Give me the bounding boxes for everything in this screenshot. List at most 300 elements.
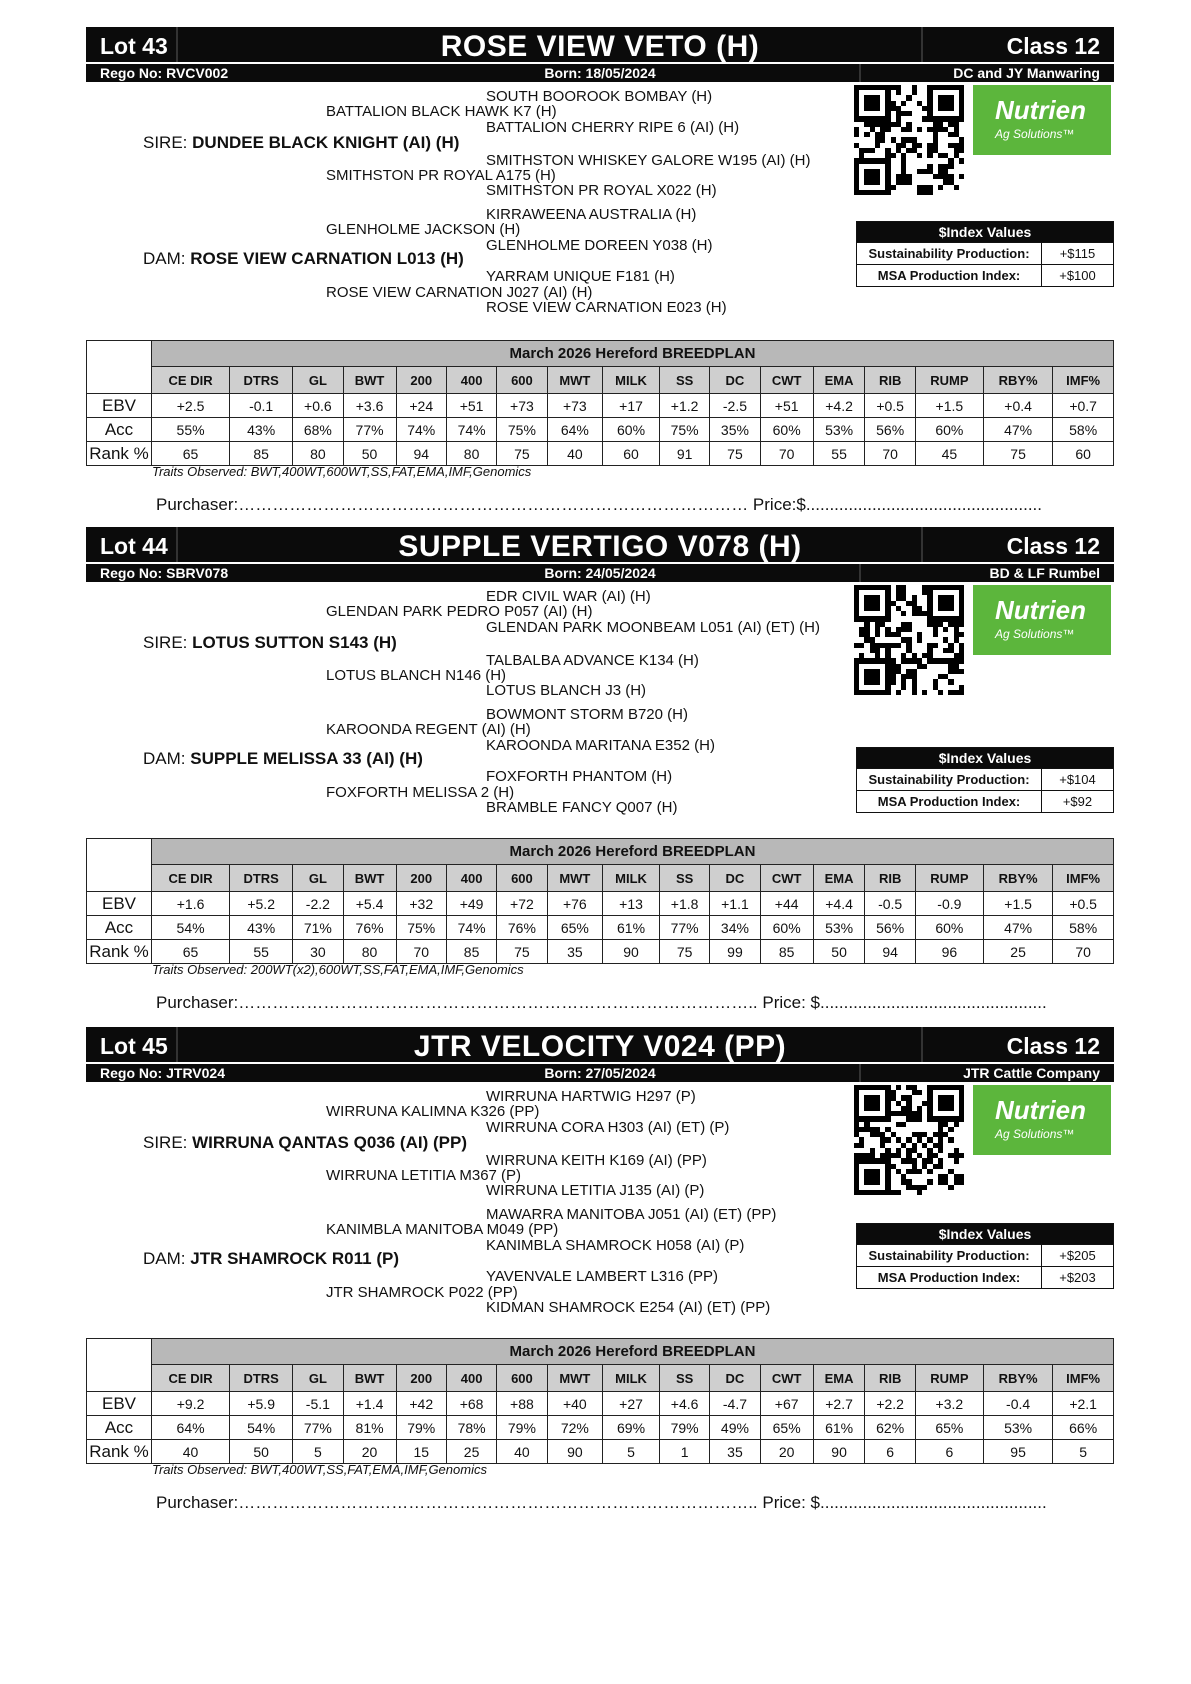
pedigree-s: GLENDAN PARK PEDRO P057 (AI) (H)	[326, 603, 593, 620]
rank-cell: 70	[396, 940, 446, 964]
trait-header: CWT	[760, 865, 813, 892]
row-label-rank: Rank %	[87, 940, 152, 964]
breeder-name: JTR Cattle Company	[963, 1065, 1100, 1081]
acc-cell: 74%	[446, 916, 496, 940]
rank-cell: 50	[343, 442, 396, 466]
sustainability-value: +$104	[1059, 772, 1096, 787]
acc-cell: 78%	[446, 1416, 496, 1440]
ebv-cell: +0.4	[983, 394, 1052, 418]
rank-cell: 80	[343, 940, 396, 964]
pedigree-s: WIRRUNA KALIMNA K326 (PP)	[326, 1103, 540, 1120]
ebv-cell: +2.2	[865, 1392, 915, 1416]
acc-cell: 47%	[983, 418, 1052, 442]
acc-cell: 74%	[446, 418, 496, 442]
lot-entry	[86, 1027, 1114, 1517]
sire-label: SIRE:	[143, 633, 188, 652]
ebv-cell: +42	[396, 1392, 446, 1416]
msa-value: +$100	[1059, 268, 1096, 283]
dam-label: DAM:	[143, 749, 186, 768]
trait-header: 400	[446, 1365, 496, 1392]
ebv-cell: +51	[760, 394, 813, 418]
pedigree-ddd: BRAMBLE FANCY Q007 (H)	[486, 799, 678, 816]
pedigree-dd: LOTUS BLANCH J3 (H)	[486, 682, 647, 699]
pedigree-dds: FOXFORTH PHANTOM (H)	[486, 768, 673, 785]
rank-cell: 45	[915, 442, 983, 466]
acc-cell: 76%	[497, 916, 547, 940]
pedigree-ds: WIRRUNA KEITH K169 (AI) (PP)	[486, 1152, 707, 1169]
breedplan-title: March 2026 Hereford BREEDPLAN	[152, 341, 1114, 367]
ebv-cell: +40	[547, 1392, 603, 1416]
ebv-cell: +2.7	[813, 1392, 865, 1416]
msa-label: MSA Production Index:	[857, 265, 1042, 286]
ebv-cell: +49	[446, 892, 496, 916]
acc-cell: 79%	[659, 1416, 709, 1440]
breedplan-title: March 2026 Hereford BREEDPLAN	[152, 1339, 1114, 1365]
rank-cell: 1	[659, 1440, 709, 1464]
ebv-cell: +51	[446, 394, 496, 418]
rank-cell: 35	[547, 940, 603, 964]
qr-code[interactable]	[854, 1085, 964, 1195]
lot-header	[86, 1027, 1114, 1062]
dam-line	[143, 751, 423, 767]
pedigree-dsire: KAROONDA REGENT (AI) (H)	[326, 721, 531, 738]
rank-cell: 6	[865, 1440, 915, 1464]
acc-cell: 43%	[230, 418, 293, 442]
pedigree-dss: KIRRAWEENA AUSTRALIA (H)	[486, 206, 697, 223]
qr-code[interactable]	[854, 85, 964, 195]
traits-observed: Traits Observed: BWT,400WT,SS,FAT,EMA,IMF,Genomics	[152, 1462, 487, 1477]
ebv-cell: +1.4	[343, 1392, 396, 1416]
nutrien-logo	[973, 85, 1111, 155]
acc-cell: 54%	[230, 1416, 293, 1440]
dam-name: JTR SHAMROCK R011 (P)	[190, 1249, 399, 1268]
lot-number: Lot 43	[100, 33, 168, 59]
trait-header: MWT	[547, 1365, 603, 1392]
breeder-name: DC and JY Manwaring	[953, 65, 1100, 81]
pedigree-ds: SMITHSTON WHISKEY GALORE W195 (AI) (H)	[486, 152, 811, 169]
sire-line	[143, 635, 397, 651]
class-label: Class 12	[1006, 1033, 1100, 1059]
animal-name: SUPPLE VERTIGO V078 (H)	[398, 530, 802, 563]
acc-cell: 60%	[915, 418, 983, 442]
ebv-cell: +0.5	[1053, 892, 1114, 916]
msa-label: MSA Production Index:	[857, 1267, 1042, 1288]
trait-header: 400	[446, 367, 496, 394]
trait-header: 600	[497, 865, 547, 892]
trait-header: RIB	[865, 1365, 915, 1392]
rank-cell: 40	[497, 1440, 547, 1464]
trait-header: SS	[659, 865, 709, 892]
rank-cell: 91	[659, 442, 709, 466]
row-label-acc: Acc	[87, 418, 152, 442]
acc-cell: 35%	[710, 418, 760, 442]
lot-subheader	[86, 564, 1114, 582]
ebv-cell: -0.1	[230, 394, 293, 418]
sire-label: SIRE:	[143, 1133, 188, 1152]
acc-cell: 55%	[152, 418, 230, 442]
ebv-cell: +5.9	[230, 1392, 293, 1416]
rank-cell: 75	[983, 442, 1052, 466]
pedigree-dss: MAWARRA MANITOBA J051 (AI) (ET) (PP)	[486, 1206, 777, 1223]
acc-cell: 56%	[865, 916, 915, 940]
acc-cell: 58%	[1053, 916, 1114, 940]
trait-header: GL	[293, 367, 343, 394]
trait-header: 600	[497, 367, 547, 394]
pedigree-d: LOTUS BLANCH N146 (H)	[326, 667, 507, 684]
breedplan-title: March 2026 Hereford BREEDPLAN	[152, 839, 1114, 865]
trait-header: CWT	[760, 1365, 813, 1392]
rank-cell: 90	[603, 940, 660, 964]
rank-cell: 60	[1053, 442, 1114, 466]
sustainability-value: +$115	[1059, 246, 1096, 261]
dam-line	[143, 251, 464, 267]
trait-header: CE DIR	[152, 865, 230, 892]
acc-cell: 65%	[915, 1416, 983, 1440]
row-label-ebv: EBV	[87, 394, 152, 418]
acc-cell: 47%	[983, 916, 1052, 940]
ebv-cell: +9.2	[152, 1392, 230, 1416]
pedigree-ddam: FOXFORTH MELISSA 2 (H)	[326, 784, 515, 801]
trait-header: IMF%	[1053, 1365, 1114, 1392]
rank-cell: 95	[983, 1440, 1052, 1464]
rank-cell: 55	[813, 442, 865, 466]
pedigree-dds: YARRAM UNIQUE F181 (H)	[486, 268, 675, 285]
trait-header: BWT	[343, 865, 396, 892]
acc-cell: 77%	[343, 418, 396, 442]
acc-cell: 66%	[1053, 1416, 1114, 1440]
ebv-cell: +67	[760, 1392, 813, 1416]
trait-header: RBY%	[983, 367, 1052, 394]
trait-header: RUMP	[915, 1365, 983, 1392]
acc-cell: 62%	[865, 1416, 915, 1440]
ebv-cell: +1.6	[152, 892, 230, 916]
acc-cell: 71%	[293, 916, 343, 940]
acc-cell: 60%	[760, 916, 813, 940]
rank-cell: 30	[293, 940, 343, 964]
trait-header: GL	[293, 1365, 343, 1392]
rank-cell: 99	[710, 940, 760, 964]
index-title: $Index Values	[857, 1224, 1113, 1244]
rank-cell: 35	[710, 1440, 760, 1464]
purchaser-line[interactable]: Purchaser:……………………………………………………………………………….. Price: $................................................	[156, 1493, 1047, 1512]
trait-header: DC	[710, 367, 760, 394]
ebv-cell: +4.2	[813, 394, 865, 418]
nutrien-tagline: Ag Solutions™	[995, 627, 1075, 641]
traits-observed: Traits Observed: 200WT(x2),600WT,SS,FAT,EMA,IMF,Genomics	[152, 962, 524, 977]
rank-cell: 5	[603, 1440, 660, 1464]
acc-cell: 81%	[343, 1416, 396, 1440]
acc-cell: 61%	[603, 916, 660, 940]
pedigree-dss: BOWMONT STORM B720 (H)	[486, 706, 688, 723]
dam-name: SUPPLE MELISSA 33 (AI) (H)	[190, 749, 423, 768]
acc-cell: 77%	[293, 1416, 343, 1440]
sire-line	[143, 135, 459, 151]
ebv-cell: -2.2	[293, 892, 343, 916]
ebv-cell: +32	[396, 892, 446, 916]
sustainability-label: Sustainability Production:	[857, 769, 1042, 790]
ebv-cell: +13	[603, 892, 660, 916]
acc-cell: 64%	[152, 1416, 230, 1440]
ebv-cell: +5.2	[230, 892, 293, 916]
acc-cell: 75%	[497, 418, 547, 442]
ebv-cell: +76	[547, 892, 603, 916]
ebv-cell: +5.4	[343, 892, 396, 916]
rank-cell: 40	[152, 1440, 230, 1464]
ebv-cell: +73	[547, 394, 603, 418]
trait-header: MILK	[603, 1365, 660, 1392]
pedigree-sd: WIRRUNA CORA H303 (AI) (ET) (P)	[486, 1119, 730, 1136]
rank-cell: 65	[152, 442, 230, 466]
lot-header	[86, 27, 1114, 62]
acc-cell: 53%	[813, 418, 865, 442]
animal-name: JTR VELOCITY V024 (PP)	[413, 1030, 787, 1063]
ebv-cell: +27	[603, 1392, 660, 1416]
trait-header: DTRS	[230, 367, 293, 394]
acc-cell: 60%	[915, 916, 983, 940]
acc-cell: 68%	[293, 418, 343, 442]
acc-cell: 76%	[343, 916, 396, 940]
rank-cell: 15	[396, 1440, 446, 1464]
rank-cell: 65	[152, 940, 230, 964]
rank-cell: 94	[396, 442, 446, 466]
pedigree-ddam: ROSE VIEW CARNATION J027 (AI) (H)	[326, 284, 593, 301]
rank-cell: 75	[497, 940, 547, 964]
ebv-cell: -0.4	[983, 1392, 1052, 1416]
trait-header: BWT	[343, 1365, 396, 1392]
ebv-cell: +1.5	[983, 892, 1052, 916]
acc-cell: 65%	[547, 916, 603, 940]
acc-cell: 43%	[230, 916, 293, 940]
ebv-cell: +0.7	[1053, 394, 1114, 418]
pedigree-dsd: KANIMBLA SHAMROCK H058 (AI) (P)	[486, 1237, 745, 1254]
ebv-cell: +1.5	[915, 394, 983, 418]
trait-header: DC	[710, 1365, 760, 1392]
rank-cell: 70	[1053, 940, 1114, 964]
trait-header: 600	[497, 1365, 547, 1392]
trait-header: GL	[293, 865, 343, 892]
traits-observed: Traits Observed: BWT,400WT,600WT,SS,FAT,EMA,IMF,Genomics	[152, 464, 532, 479]
rank-cell: 85	[230, 442, 293, 466]
rank-cell: 80	[293, 442, 343, 466]
index-title: $Index Values	[857, 748, 1113, 768]
trait-header: RIB	[865, 865, 915, 892]
breedplan-table	[86, 838, 1114, 964]
pedigree-ss: SOUTH BOOROOK BOMBAY (H)	[486, 88, 713, 105]
row-label-acc: Acc	[87, 916, 152, 940]
nutrien-wordmark: Nutrien	[995, 95, 1086, 125]
rego-number: Rego No: JTRV024	[100, 1065, 225, 1081]
rank-cell: 25	[983, 940, 1052, 964]
ebv-cell: +1.8	[659, 892, 709, 916]
pedigree-d: WIRRUNA LETITIA M367 (P)	[326, 1167, 522, 1184]
rank-cell: 50	[230, 1440, 293, 1464]
index-values-box	[856, 221, 1114, 287]
acc-cell: 53%	[813, 916, 865, 940]
ebv-cell: +73	[497, 394, 547, 418]
index-title: $Index Values	[857, 222, 1113, 242]
trait-header: 200	[396, 367, 446, 394]
trait-header: EMA	[813, 1365, 865, 1392]
pedigree-dsire: GLENHOLME JACKSON (H)	[326, 221, 521, 238]
ebv-cell: -5.1	[293, 1392, 343, 1416]
trait-header: SS	[659, 367, 709, 394]
msa-value: +$203	[1059, 1270, 1096, 1285]
nutrien-tagline: Ag Solutions™	[995, 127, 1075, 141]
trait-header: MWT	[547, 865, 603, 892]
rank-cell: 75	[497, 442, 547, 466]
acc-cell: 72%	[547, 1416, 603, 1440]
trait-header: BWT	[343, 367, 396, 394]
sire-label: SIRE:	[143, 133, 188, 152]
acc-cell: 75%	[396, 916, 446, 940]
row-label-rank: Rank %	[87, 442, 152, 466]
row-label-ebv: EBV	[87, 1392, 152, 1416]
pedigree-dsd: KAROONDA MARITANA E352 (H)	[486, 737, 715, 754]
class-label: Class 12	[1006, 33, 1100, 59]
sire-name: LOTUS SUTTON S143 (H)	[192, 633, 397, 652]
rank-cell: 5	[293, 1440, 343, 1464]
rego-number: Rego No: RVCV002	[100, 65, 229, 81]
trait-header: CE DIR	[152, 1365, 230, 1392]
acc-cell: 69%	[603, 1416, 660, 1440]
ebv-cell: +4.4	[813, 892, 865, 916]
pedigree-d: SMITHSTON PR ROYAL A175 (H)	[326, 167, 556, 184]
trait-header: EMA	[813, 865, 865, 892]
acc-cell: 53%	[983, 1416, 1052, 1440]
trait-header: DTRS	[230, 865, 293, 892]
index-values-box	[856, 747, 1114, 813]
rank-cell: 90	[547, 1440, 603, 1464]
rank-cell: 6	[915, 1440, 983, 1464]
acc-cell: 79%	[396, 1416, 446, 1440]
class-label: Class 12	[1006, 533, 1100, 559]
ebv-cell: +2.1	[1053, 1392, 1114, 1416]
trait-header: MILK	[603, 367, 660, 394]
sire-name: WIRRUNA QANTAS Q036 (AI) (PP)	[192, 1133, 467, 1152]
ebv-cell: +44	[760, 892, 813, 916]
acc-cell: 74%	[396, 418, 446, 442]
trait-header: 200	[396, 1365, 446, 1392]
rank-cell: 25	[446, 1440, 496, 1464]
birth-date: Born: 24/05/2024	[544, 565, 656, 581]
rank-cell: 60	[603, 442, 660, 466]
ebv-cell: +0.5	[865, 394, 915, 418]
rank-cell: 50	[813, 940, 865, 964]
ebv-cell: +24	[396, 394, 446, 418]
rank-cell: 85	[760, 940, 813, 964]
birth-date: Born: 27/05/2024	[544, 1065, 656, 1081]
dam-label: DAM:	[143, 1249, 186, 1268]
acc-cell: 60%	[603, 418, 660, 442]
msa-value: +$92	[1062, 794, 1093, 809]
ebv-cell: +17	[603, 394, 660, 418]
rank-cell: 85	[446, 940, 496, 964]
ebv-cell: +3.6	[343, 394, 396, 418]
rank-cell: 75	[659, 940, 709, 964]
rank-cell: 55	[230, 940, 293, 964]
sire-name: DUNDEE BLACK KNIGHT (AI) (H)	[192, 133, 460, 152]
ebv-cell: +1.2	[659, 394, 709, 418]
row-label-ebv: EBV	[87, 892, 152, 916]
trait-header: RUMP	[915, 367, 983, 394]
pedigree-dsire: KANIMBLA MANITOBA M049 (PP)	[326, 1221, 559, 1238]
nutrien-logo	[973, 1085, 1111, 1155]
nutrien-wordmark: Nutrien	[995, 1095, 1086, 1125]
acc-cell: 60%	[760, 418, 813, 442]
rego-number: Rego No: SBRV078	[100, 565, 229, 581]
pedigree-ss: WIRRUNA HARTWIG H297 (P)	[486, 1088, 696, 1105]
acc-cell: 61%	[813, 1416, 865, 1440]
trait-header: CWT	[760, 367, 813, 394]
trait-header: RBY%	[983, 865, 1052, 892]
nutrien-logo	[973, 585, 1111, 655]
pedigree-ss: EDR CIVIL WAR (AI) (H)	[486, 588, 651, 605]
dam-label: DAM:	[143, 249, 186, 268]
rank-cell: 20	[343, 1440, 396, 1464]
trait-header: RUMP	[915, 865, 983, 892]
ebv-cell: +68	[446, 1392, 496, 1416]
rank-cell: 5	[1053, 1440, 1114, 1464]
lot-number: Lot 45	[100, 1033, 168, 1059]
pedigree-ddd: KIDMAN SHAMROCK E254 (AI) (ET) (PP)	[486, 1299, 771, 1316]
trait-header: SS	[659, 1365, 709, 1392]
acc-cell: 54%	[152, 916, 230, 940]
trait-header: IMF%	[1053, 865, 1114, 892]
purchaser-line[interactable]: Purchaser:……………………………………………………………………………… Price:$..................................................	[156, 495, 1042, 514]
trait-header: CE DIR	[152, 367, 230, 394]
acc-cell: 65%	[760, 1416, 813, 1440]
ebv-cell: -2.5	[710, 394, 760, 418]
pedigree-sd: BATTALION CHERRY RIPE 6 (AI) (H)	[486, 119, 740, 136]
lot-subheader	[86, 64, 1114, 82]
rank-cell: 70	[760, 442, 813, 466]
purchaser-line[interactable]: Purchaser:……………………………………………………………………………….. Price: $................................................	[156, 993, 1047, 1012]
row-label-acc: Acc	[87, 1416, 152, 1440]
dam-name: ROSE VIEW CARNATION L013 (H)	[190, 249, 464, 268]
rank-cell: 75	[710, 442, 760, 466]
rank-cell: 40	[547, 442, 603, 466]
pedigree-dd: SMITHSTON PR ROYAL X022 (H)	[486, 182, 717, 199]
trait-header: MWT	[547, 367, 603, 394]
sire-line	[143, 1135, 467, 1151]
ebv-cell: +4.6	[659, 1392, 709, 1416]
ebv-cell: +1.1	[710, 892, 760, 916]
ebv-cell: +88	[497, 1392, 547, 1416]
ebv-cell: +3.2	[915, 1392, 983, 1416]
lot-header	[86, 527, 1114, 562]
animal-name: ROSE VIEW VETO (H)	[440, 30, 760, 63]
pedigree-dsd: GLENHOLME DOREEN Y038 (H)	[486, 237, 713, 254]
ebv-cell: +72	[497, 892, 547, 916]
rank-cell: 80	[446, 442, 496, 466]
lot-entry	[86, 527, 1114, 1017]
qr-code[interactable]	[854, 585, 964, 695]
trait-header: IMF%	[1053, 367, 1114, 394]
nutrien-wordmark: Nutrien	[995, 595, 1086, 625]
index-values-box	[856, 1223, 1114, 1289]
acc-cell: 34%	[710, 916, 760, 940]
rank-cell: 96	[915, 940, 983, 964]
ebv-cell: -0.9	[915, 892, 983, 916]
trait-header: 200	[396, 865, 446, 892]
lot-subheader	[86, 1064, 1114, 1082]
sustainability-label: Sustainability Production:	[857, 243, 1042, 264]
trait-header: 400	[446, 865, 496, 892]
lot-entry	[86, 27, 1114, 517]
trait-header: DC	[710, 865, 760, 892]
ebv-cell: +2.5	[152, 394, 230, 418]
breedplan-table	[86, 340, 1114, 466]
